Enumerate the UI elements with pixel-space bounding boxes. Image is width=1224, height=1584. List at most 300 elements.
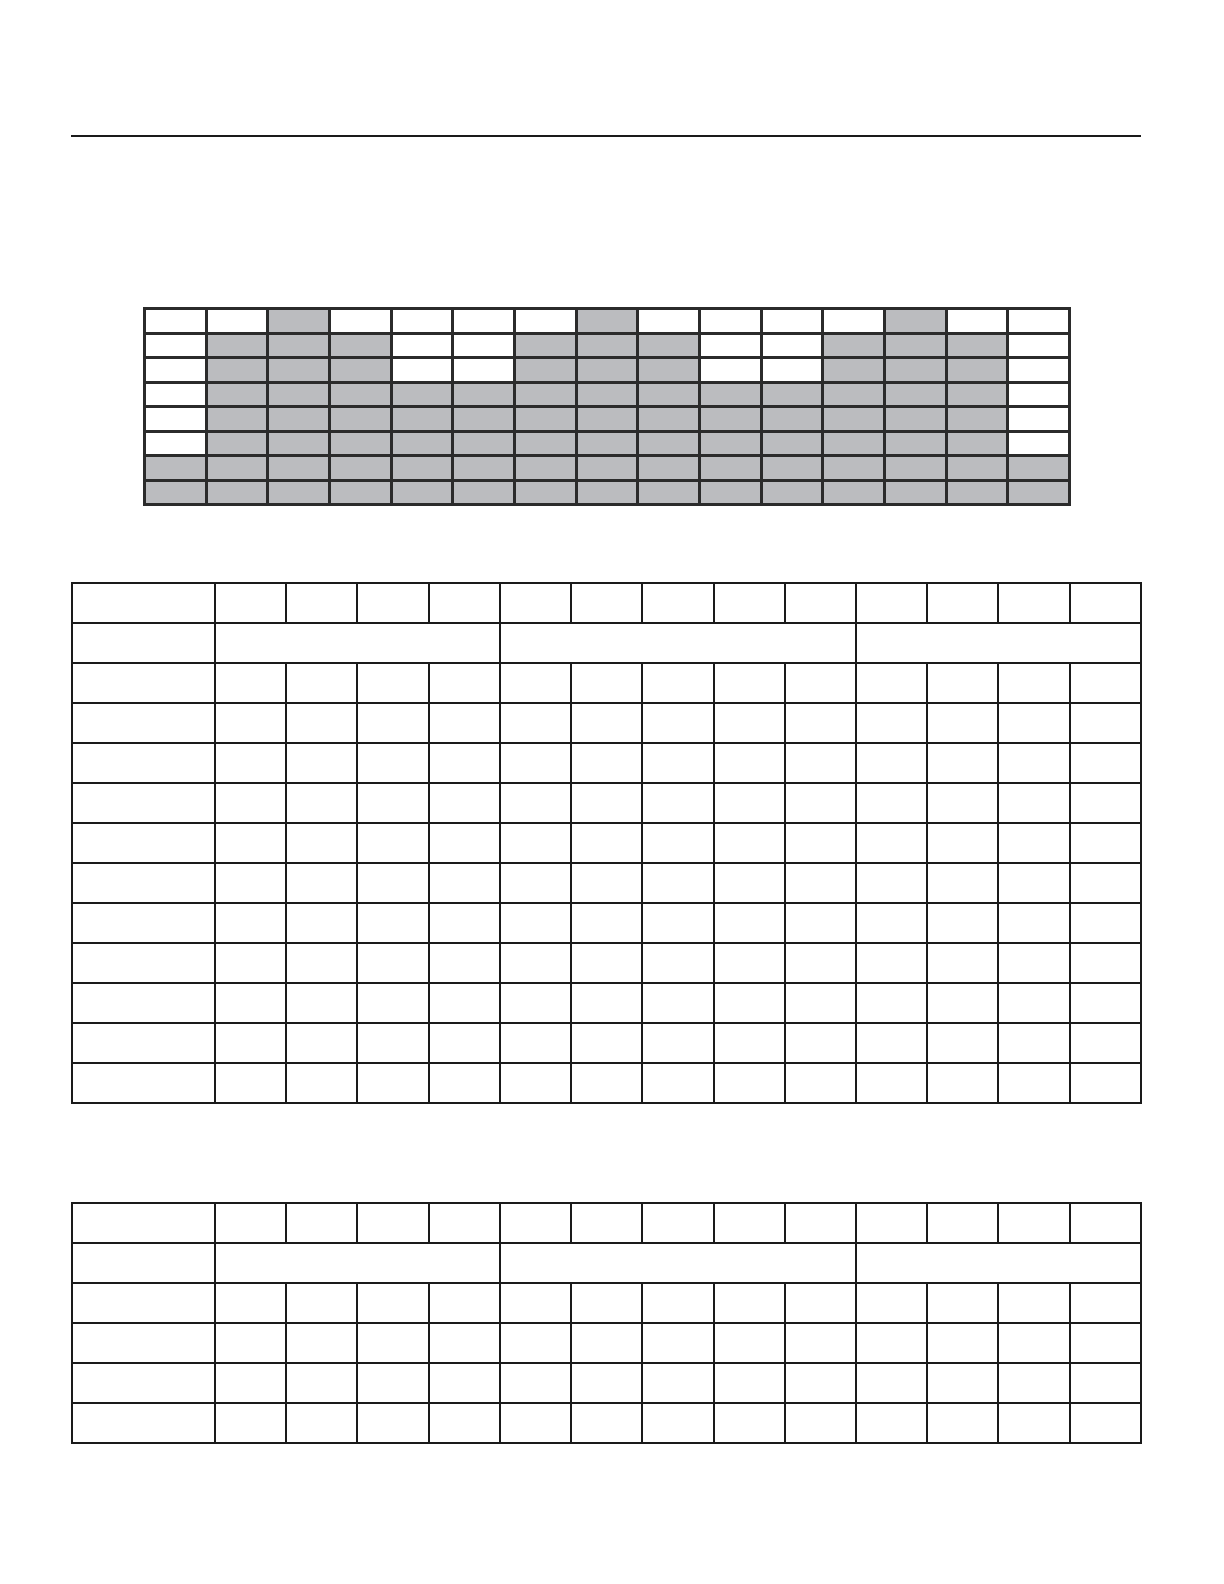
table-upper-cell	[785, 1023, 856, 1063]
table-lower-cell	[357, 1403, 428, 1443]
table-lower-cell	[429, 1203, 500, 1243]
empty-cell	[699, 333, 761, 358]
empty-cell	[761, 358, 823, 383]
empty-cell	[145, 333, 207, 358]
table-upper-cell	[571, 903, 642, 943]
shaded-cell	[823, 431, 885, 456]
table-lower-cell	[286, 1323, 357, 1363]
table-upper-cell	[357, 943, 428, 983]
table-upper-row	[72, 703, 1141, 743]
shaded-cell	[699, 480, 761, 505]
table-upper-row	[72, 663, 1141, 703]
table-upper-group-header-cell	[856, 623, 1141, 663]
table-upper-row	[72, 1063, 1141, 1103]
shaded-cell	[638, 333, 700, 358]
table-upper-cell	[429, 863, 500, 903]
table-upper-group-header-cell	[215, 623, 500, 663]
table-upper-cell	[856, 1023, 927, 1063]
table-lower-row	[72, 1323, 1141, 1363]
table-upper-cell	[571, 943, 642, 983]
table-upper-cell	[357, 863, 428, 903]
empty-cell	[145, 407, 207, 432]
table-lower-cell	[785, 1363, 856, 1403]
table-lower-cell	[215, 1363, 286, 1403]
table-upper-cell	[856, 943, 927, 983]
table-lower-cell	[856, 1403, 927, 1443]
shaded-cell	[453, 382, 515, 407]
table-upper-row-label-cell	[72, 583, 215, 623]
table-upper-row-label-cell	[72, 903, 215, 943]
table-upper-cell	[571, 783, 642, 823]
table-upper-cell	[927, 1063, 998, 1103]
shaded-cell	[391, 382, 453, 407]
shaded-cell	[206, 480, 268, 505]
table-upper-cell	[571, 1063, 642, 1103]
table-lower-cell	[1070, 1363, 1141, 1403]
shaded-cell	[453, 407, 515, 432]
shaded-cell	[884, 407, 946, 432]
table-lower-cell	[642, 1403, 713, 1443]
table-lower-cell	[215, 1203, 286, 1243]
table-upper-cell	[998, 943, 1069, 983]
shaded-cell	[329, 407, 391, 432]
table-lower-cell	[500, 1203, 571, 1243]
shade-grid-row	[145, 407, 1070, 432]
shaded-cell	[453, 431, 515, 456]
table-upper-cell	[571, 663, 642, 703]
empty-cell	[391, 309, 453, 334]
shaded-cell	[946, 480, 1008, 505]
table-upper-cell	[357, 1023, 428, 1063]
shaded-cell	[576, 407, 638, 432]
empty-cell	[1008, 309, 1070, 334]
table-lower-cell	[785, 1403, 856, 1443]
table-upper-cell	[215, 903, 286, 943]
table-lower-cell	[998, 1323, 1069, 1363]
empty-cell	[453, 309, 515, 334]
table-upper-cell	[785, 983, 856, 1023]
table-lower-row-label-cell	[72, 1243, 215, 1283]
table-lower-cell	[500, 1323, 571, 1363]
shaded-cell	[329, 431, 391, 456]
table-upper-row-label-cell	[72, 1023, 215, 1063]
table-upper-cell	[571, 1023, 642, 1063]
table-upper-group-header-cell	[500, 623, 856, 663]
table-upper-cell	[927, 583, 998, 623]
table-lower-cell	[1070, 1323, 1141, 1363]
shade-grid-row	[145, 456, 1070, 481]
table-lower-cell	[571, 1363, 642, 1403]
empty-cell	[823, 309, 885, 334]
table-upper-cell	[1070, 823, 1141, 863]
shaded-cell	[638, 456, 700, 481]
table-upper-cell	[1070, 1023, 1141, 1063]
table-lower-cell	[429, 1323, 500, 1363]
shaded-cell	[391, 456, 453, 481]
table-upper-cell	[429, 903, 500, 943]
table-upper-cell	[642, 783, 713, 823]
table-upper-cell	[998, 663, 1069, 703]
shaded-cell	[391, 480, 453, 505]
table-upper-cell	[714, 583, 785, 623]
empty-cell	[391, 358, 453, 383]
table-upper-cell	[286, 1063, 357, 1103]
table-upper-cell	[286, 863, 357, 903]
empty-cell	[638, 309, 700, 334]
empty-cell	[1008, 358, 1070, 383]
empty-cell	[1008, 333, 1070, 358]
table-lower-cell	[927, 1323, 998, 1363]
table-upper-cell	[642, 1023, 713, 1063]
table-upper-cell	[500, 743, 571, 783]
table-upper-cell	[286, 943, 357, 983]
table-upper-row-label-cell	[72, 623, 215, 663]
shaded-cell	[514, 431, 576, 456]
shade-grid-row	[145, 480, 1070, 505]
table-upper-cell	[500, 903, 571, 943]
table-upper-cell	[571, 863, 642, 903]
table-upper-cell	[927, 1023, 998, 1063]
table-upper-cell	[785, 703, 856, 743]
table-upper-cell	[215, 863, 286, 903]
empty-cell	[699, 309, 761, 334]
table-lower-row-label-cell	[72, 1283, 215, 1323]
table-upper-row	[72, 863, 1141, 903]
table-upper-cell	[500, 583, 571, 623]
table-upper-row	[72, 783, 1141, 823]
shade-grid-row	[145, 333, 1070, 358]
table-upper-cell	[785, 1063, 856, 1103]
table-lower-cell	[286, 1203, 357, 1243]
empty-cell	[699, 358, 761, 383]
shaded-cell	[761, 431, 823, 456]
shaded-cell	[145, 456, 207, 481]
shaded-cell	[946, 431, 1008, 456]
table-upper-cell	[1070, 983, 1141, 1023]
shaded-cell	[884, 480, 946, 505]
table-upper-row-label-cell	[72, 983, 215, 1023]
shaded-cell	[514, 333, 576, 358]
shaded-cell	[1008, 480, 1070, 505]
shaded-cell	[761, 382, 823, 407]
table-upper-row-label-cell	[72, 1063, 215, 1103]
table-lower-cell	[927, 1203, 998, 1243]
table-upper-cell	[927, 703, 998, 743]
table-lower-cell	[642, 1203, 713, 1243]
table-upper-cell	[642, 663, 713, 703]
shaded-cell	[514, 358, 576, 383]
table-upper-row	[72, 583, 1141, 623]
shaded-cell	[145, 480, 207, 505]
empty-cell	[946, 309, 1008, 334]
table-upper-cell	[1070, 943, 1141, 983]
empty-cell	[1008, 431, 1070, 456]
table-lower-cell	[714, 1403, 785, 1443]
shade-grid-row	[145, 358, 1070, 383]
shaded-cell	[576, 456, 638, 481]
shaded-cell	[206, 456, 268, 481]
table-upper-cell	[927, 903, 998, 943]
table-upper-cell	[1070, 743, 1141, 783]
table-lower-cell	[286, 1283, 357, 1323]
table-upper-row	[72, 743, 1141, 783]
shaded-cell	[391, 407, 453, 432]
table-upper-cell	[714, 743, 785, 783]
table-lower-cell	[1070, 1283, 1141, 1323]
table-upper-cell	[785, 583, 856, 623]
table-lower-cell	[714, 1203, 785, 1243]
table-upper-cell	[927, 663, 998, 703]
shaded-cell	[268, 333, 330, 358]
table-lower-row-label-cell	[72, 1323, 215, 1363]
table-upper-cell	[642, 703, 713, 743]
table-upper-cell	[642, 943, 713, 983]
table-lower-cell	[429, 1363, 500, 1403]
table-upper-cell	[357, 823, 428, 863]
table-upper-cell	[286, 983, 357, 1023]
empty-cell	[145, 431, 207, 456]
table-upper-cell	[856, 743, 927, 783]
table-upper-cell	[856, 903, 927, 943]
table-upper-cell	[429, 783, 500, 823]
empty-cell	[761, 309, 823, 334]
table-upper-cell	[785, 663, 856, 703]
table-upper-row-label-cell	[72, 823, 215, 863]
shaded-cell	[638, 480, 700, 505]
shaded-cell	[823, 480, 885, 505]
table-upper-cell	[998, 903, 1069, 943]
table-upper-cell	[215, 703, 286, 743]
table-upper-cell	[357, 783, 428, 823]
table-lower-cell	[927, 1363, 998, 1403]
table-upper-cell	[642, 1063, 713, 1103]
shaded-cell	[206, 358, 268, 383]
table-upper-row	[72, 1023, 1141, 1063]
shaded-cell	[761, 407, 823, 432]
table-upper-cell	[429, 703, 500, 743]
table-upper-cell	[500, 1023, 571, 1063]
shaded-cell	[268, 358, 330, 383]
table-upper-cell	[714, 943, 785, 983]
table-upper-row	[72, 943, 1141, 983]
table-upper-cell	[215, 743, 286, 783]
shaded-cell	[699, 431, 761, 456]
shaded-cell	[884, 431, 946, 456]
table-lower-cell	[1070, 1403, 1141, 1443]
table-lower-cell	[785, 1323, 856, 1363]
shaded-cell	[453, 480, 515, 505]
shaded-cell	[268, 382, 330, 407]
table-upper-cell	[856, 783, 927, 823]
shaded-cell	[823, 333, 885, 358]
shaded-cell	[514, 407, 576, 432]
table-upper-cell	[357, 1063, 428, 1103]
table-upper-cell	[429, 823, 500, 863]
table-upper-cell	[215, 823, 286, 863]
table-lower-cell	[714, 1283, 785, 1323]
shaded-cell	[514, 382, 576, 407]
shaded-cell	[329, 480, 391, 505]
shaded-cell	[576, 333, 638, 358]
empty-cell	[145, 358, 207, 383]
shaded-cell	[946, 456, 1008, 481]
empty-cell	[514, 309, 576, 334]
table-lower-cell	[856, 1363, 927, 1403]
shaded-cell	[699, 382, 761, 407]
table-upper-cell	[286, 1023, 357, 1063]
table-upper-cell	[500, 823, 571, 863]
table-upper-cell	[500, 703, 571, 743]
shaded-cell	[1008, 456, 1070, 481]
shaded-cell	[884, 309, 946, 334]
table-lower-row-label-cell	[72, 1403, 215, 1443]
table-upper-cell	[927, 823, 998, 863]
table-lower-group-header-cell	[215, 1243, 500, 1283]
table-upper-cell	[1070, 783, 1141, 823]
shaded-cell	[329, 456, 391, 481]
shaded-cell	[884, 382, 946, 407]
shaded-cell	[638, 358, 700, 383]
top-horizontal-rule	[71, 135, 1141, 137]
shaded-cell	[823, 456, 885, 481]
table-upper-cell	[856, 1063, 927, 1103]
empty-cell	[1008, 382, 1070, 407]
shaded-cell	[206, 431, 268, 456]
shaded-cell	[329, 382, 391, 407]
table-upper-cell	[429, 983, 500, 1023]
shaded-cell	[576, 431, 638, 456]
shaded-cell	[206, 407, 268, 432]
table-upper-row	[72, 983, 1141, 1023]
empty-cell	[206, 309, 268, 334]
table-upper-cell	[571, 823, 642, 863]
table-upper-cell	[714, 863, 785, 903]
table-lower-row-label-cell	[72, 1363, 215, 1403]
empty-cell	[453, 358, 515, 383]
table-upper-cell	[927, 983, 998, 1023]
table-lower-cell	[856, 1203, 927, 1243]
empty-cell	[145, 382, 207, 407]
table-lower-cell	[856, 1283, 927, 1323]
table-upper-cell	[286, 743, 357, 783]
table-lower-cell	[927, 1283, 998, 1323]
shaded-cell	[823, 382, 885, 407]
shaded-cell	[823, 358, 885, 383]
table-lower-cell	[429, 1403, 500, 1443]
empty-cell	[453, 333, 515, 358]
table-lower-row	[72, 1403, 1141, 1443]
table-lower-cell	[215, 1323, 286, 1363]
table-lower-cell	[357, 1363, 428, 1403]
table-lower-cell	[785, 1283, 856, 1323]
table-lower-cell	[642, 1363, 713, 1403]
table-upper-cell	[286, 583, 357, 623]
table-lower-cell	[500, 1403, 571, 1443]
shaded-cell	[761, 456, 823, 481]
table-upper-row-label-cell	[72, 863, 215, 903]
table-upper-cell	[927, 743, 998, 783]
table-upper-cell	[927, 863, 998, 903]
table-upper-cell	[642, 583, 713, 623]
table-lower-group-header-cell	[856, 1243, 1141, 1283]
shaded-cell	[514, 480, 576, 505]
shaded-cell	[884, 456, 946, 481]
table-upper-cell	[785, 863, 856, 903]
blank-table-upper	[71, 582, 1142, 1104]
table-lower-cell	[927, 1403, 998, 1443]
table-upper-cell	[998, 823, 1069, 863]
table-upper-cell	[714, 983, 785, 1023]
table-upper-cell	[714, 783, 785, 823]
table-lower-row-label-cell	[72, 1203, 215, 1243]
table-upper-cell	[429, 583, 500, 623]
table-lower-cell	[998, 1403, 1069, 1443]
table-lower-cell	[357, 1323, 428, 1363]
table-lower-row	[72, 1203, 1141, 1243]
shaded-cell	[946, 382, 1008, 407]
blank-table-lower	[71, 1202, 1142, 1444]
shaded-cell	[268, 456, 330, 481]
table-upper-cell	[785, 783, 856, 823]
table-upper-cell	[215, 783, 286, 823]
shaded-cell	[946, 358, 1008, 383]
table-lower-group-header-cell	[500, 1243, 856, 1283]
table-upper-cell	[1070, 583, 1141, 623]
table-upper-cell	[215, 583, 286, 623]
table-upper-cell	[357, 663, 428, 703]
table-lower-cell	[571, 1283, 642, 1323]
shaded-cell	[638, 407, 700, 432]
table-upper-cell	[998, 583, 1069, 623]
table-lower-cell	[571, 1203, 642, 1243]
shaded-block-grid	[143, 307, 1071, 506]
shaded-cell	[329, 358, 391, 383]
table-upper-cell	[1070, 663, 1141, 703]
table-upper-cell	[1070, 703, 1141, 743]
table-lower-row	[72, 1363, 1141, 1403]
table-upper-row-label-cell	[72, 663, 215, 703]
shaded-cell	[268, 480, 330, 505]
table-upper-cell	[998, 983, 1069, 1023]
shade-grid-row	[145, 382, 1070, 407]
table-lower-cell	[1070, 1203, 1141, 1243]
shaded-cell	[946, 333, 1008, 358]
table-upper-cell	[714, 823, 785, 863]
shade-grid-row	[145, 309, 1070, 334]
table-upper-cell	[429, 1063, 500, 1103]
table-upper-cell	[998, 1063, 1069, 1103]
table-lower-cell	[215, 1283, 286, 1323]
table-lower-cell	[714, 1323, 785, 1363]
table-upper-cell	[500, 1063, 571, 1103]
table-lower-cell	[998, 1203, 1069, 1243]
table-upper-cell	[571, 983, 642, 1023]
table-upper-cell	[500, 863, 571, 903]
table-upper-cell	[286, 663, 357, 703]
table-upper-cell	[429, 743, 500, 783]
table-upper-cell	[357, 983, 428, 1023]
table-upper-cell	[286, 903, 357, 943]
table-upper-cell	[714, 703, 785, 743]
table-lower-cell	[357, 1203, 428, 1243]
table-upper-cell	[357, 903, 428, 943]
table-upper-row-label-cell	[72, 783, 215, 823]
table-lower-cell	[998, 1283, 1069, 1323]
shaded-cell	[391, 431, 453, 456]
table-upper-row-label-cell	[72, 703, 215, 743]
table-lower-cell	[571, 1323, 642, 1363]
table-upper-cell	[927, 943, 998, 983]
